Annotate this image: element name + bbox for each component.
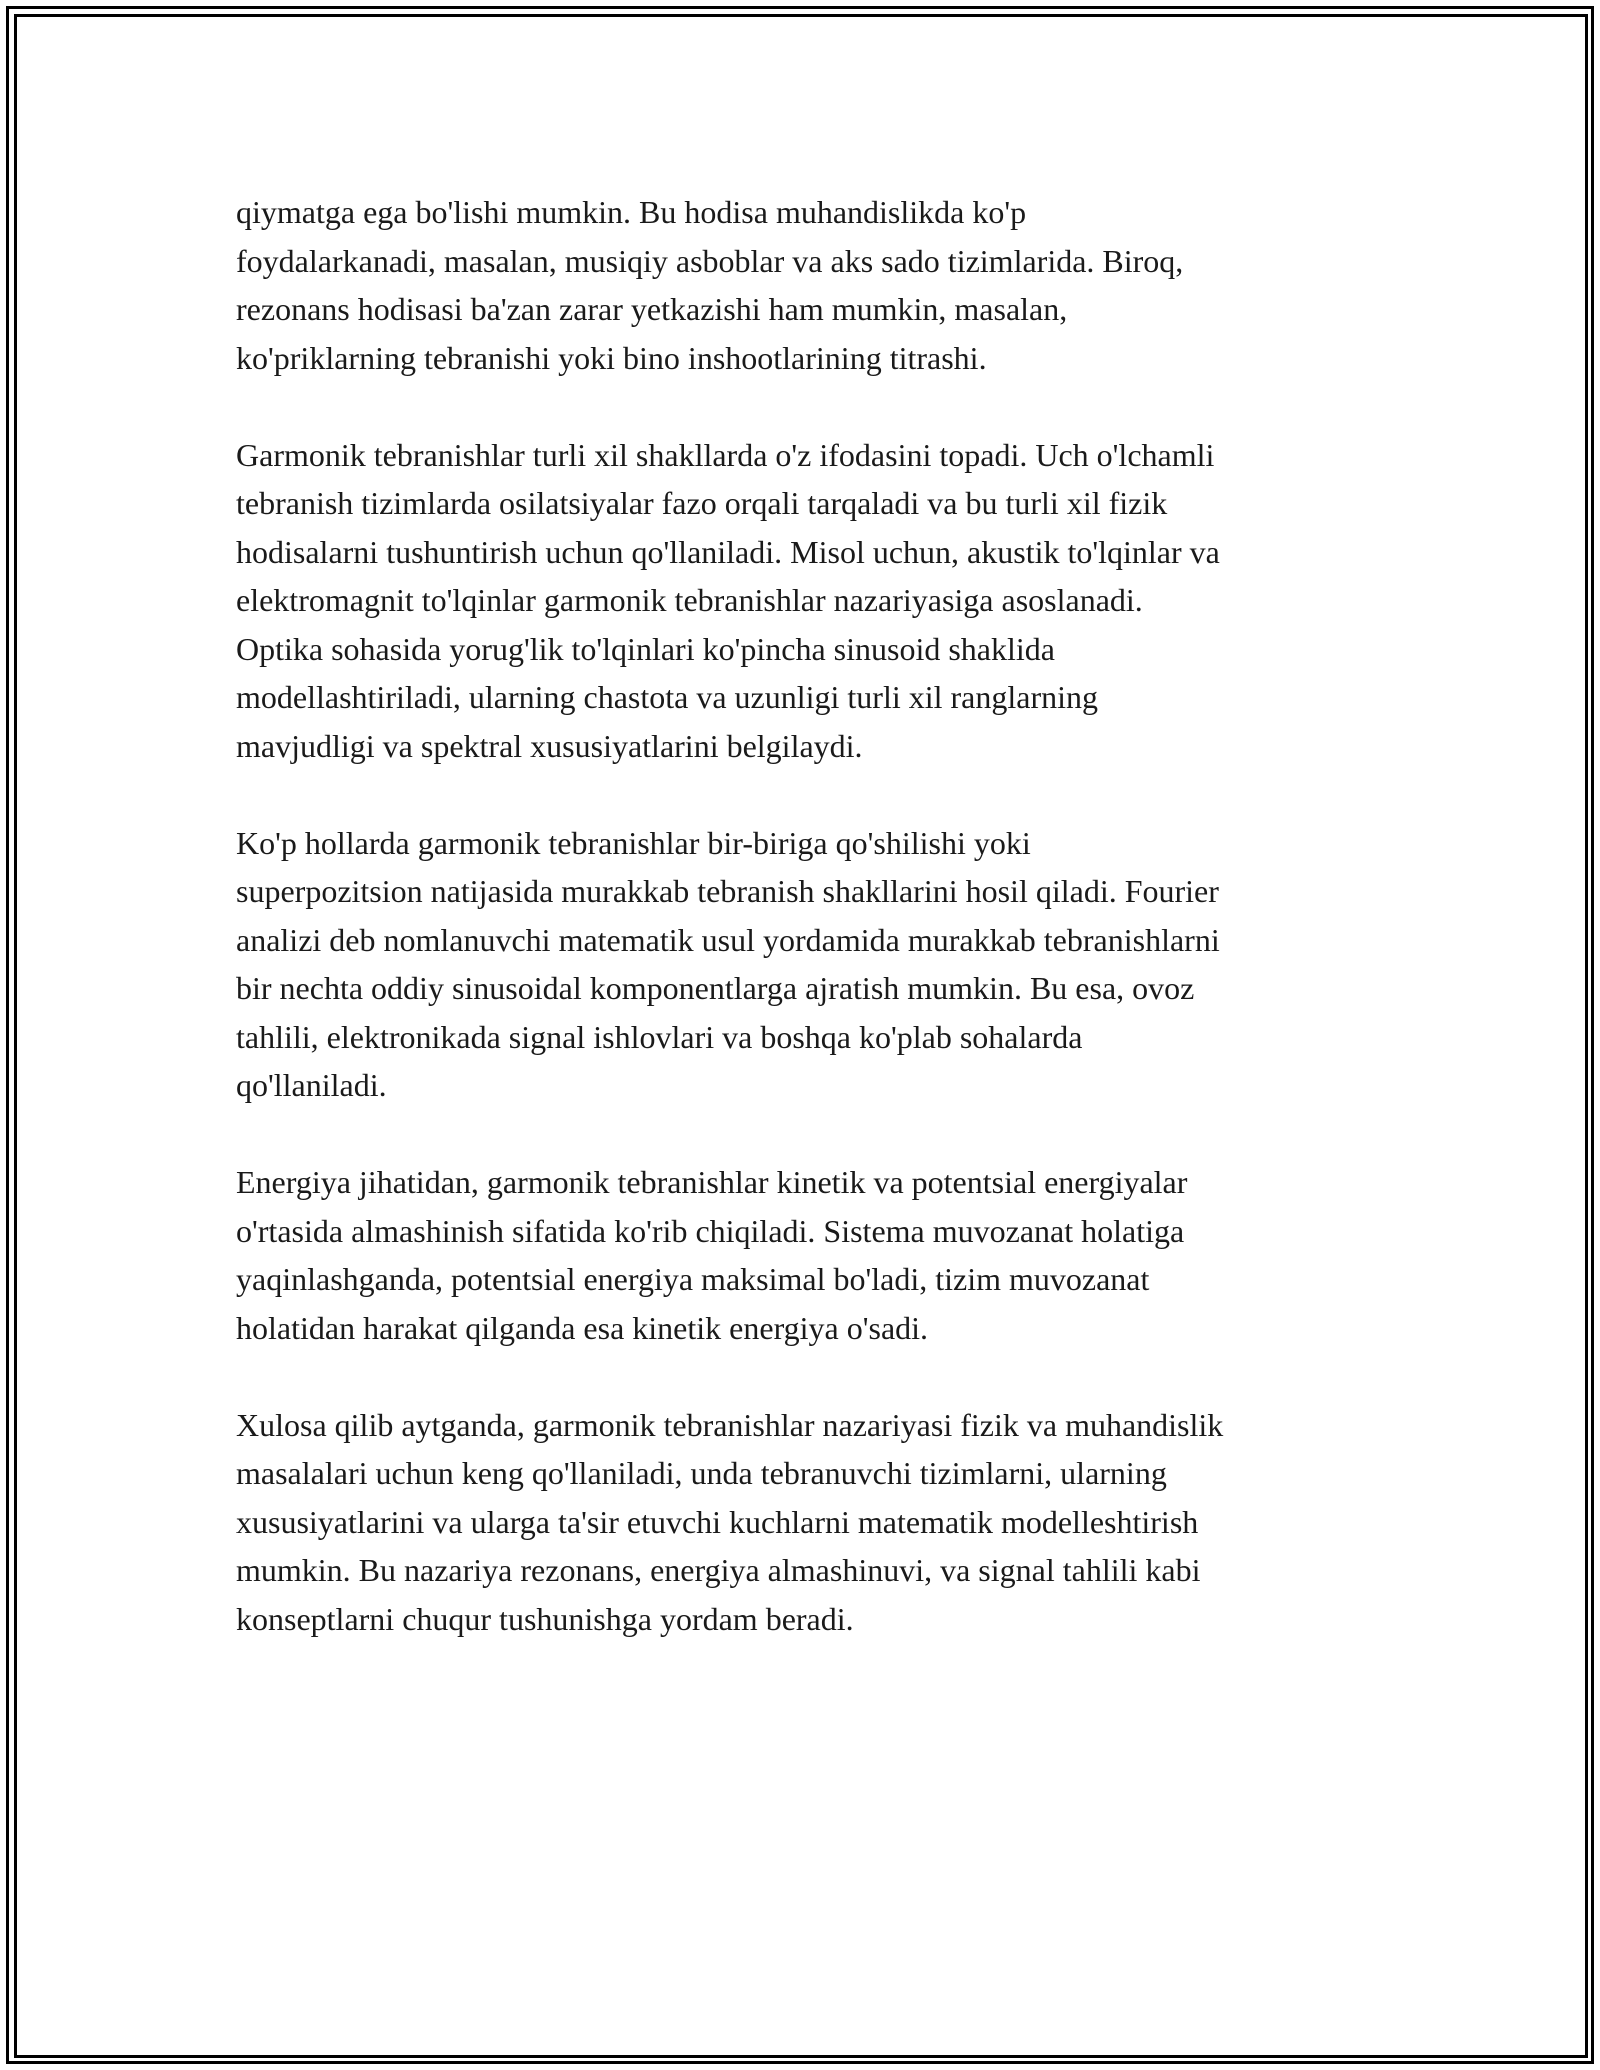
document-body <box>236 188 1386 1692</box>
paragraph-energy: Energiya jihatidan, garmonik tebranishlar kinetik va potentsial energiyalar o'rtasida almashinish sifatida ko'rib chiqiladi. Sistema muvozanat holatiga yaqinlashganda, potentsial energiya maksimal bo'ladi, tizim muvozanat holatidan harakat qilganda esa kinetik energiya o'sadi. <box>236 1164 1188 1346</box>
paragraph-resonance: qiymatga ega bo'lishi mumkin. Bu hodisa muhandislikda ko'p foydalarkanadi, masalan, musiqiy asboblar va aks sado tizimlarida. Biroq, rezonans hodisasi ba'zan zarar yetkazishi ham mumkin, masalan, ko'priklarning tebranishi yoki bino inshootlarining titrashi. <box>236 194 1184 376</box>
paragraph-conclusion: Xulosa qilib aytganda, garmonik tebranishlar nazariyasi fizik va muhandislik masalalari uchun keng qo'llaniladi, unda tebranuvchi tizimlarni, ularning xususiyatlarini va ularga ta'sir etuvchi kuchlarni matematik modelleshtirish mumkin. Bu nazariya rezonans, energiya almashinuvi, va signal tahlili kabi konseptlarni chuqur tushunishga yordam beradi. <box>236 1406 1224 1637</box>
paragraph-harmonic-forms: Garmonik tebranishlar turli xil shakllarda o'z ifodasini topadi. Uch o'lchamli tebranish tizimlarda osilatsiyalar fazo orqali tarqaladi va bu turli xil fizik hodisalarni tushuntirish uchun qo'llaniladi. Misol uchun, akustik to'lqinlar va elektromagnit to'lqinlar garmonik tebranishlar nazariyasiga asoslanadi. Optika sohasida yorug'lik to'lqinlari ko'pincha sinusoid shaklida modellashtiriladi, ularning chastota va uzunligi turli xil ranglarning mavjudligi va spektral xususiyatlarini belgilaydi. <box>236 436 1220 764</box>
paragraph-superposition: Ko'p hollarda garmonik tebranishlar bir-biriga qo'shilishi yoki superpozitsion natijasida murakkab tebranish shakllarini hosil qiladi. Fourier analizi deb nomlanuvchi matematik usul yordamida murakkab tebranishlarni bir nechta oddiy sinusoidal komponentlarga ajratish mumkin. Bu esa, ovoz tahlili, elektronikada signal ishlovlari va boshqa ko'plab sohalarda qo'llaniladi. <box>236 824 1220 1103</box>
